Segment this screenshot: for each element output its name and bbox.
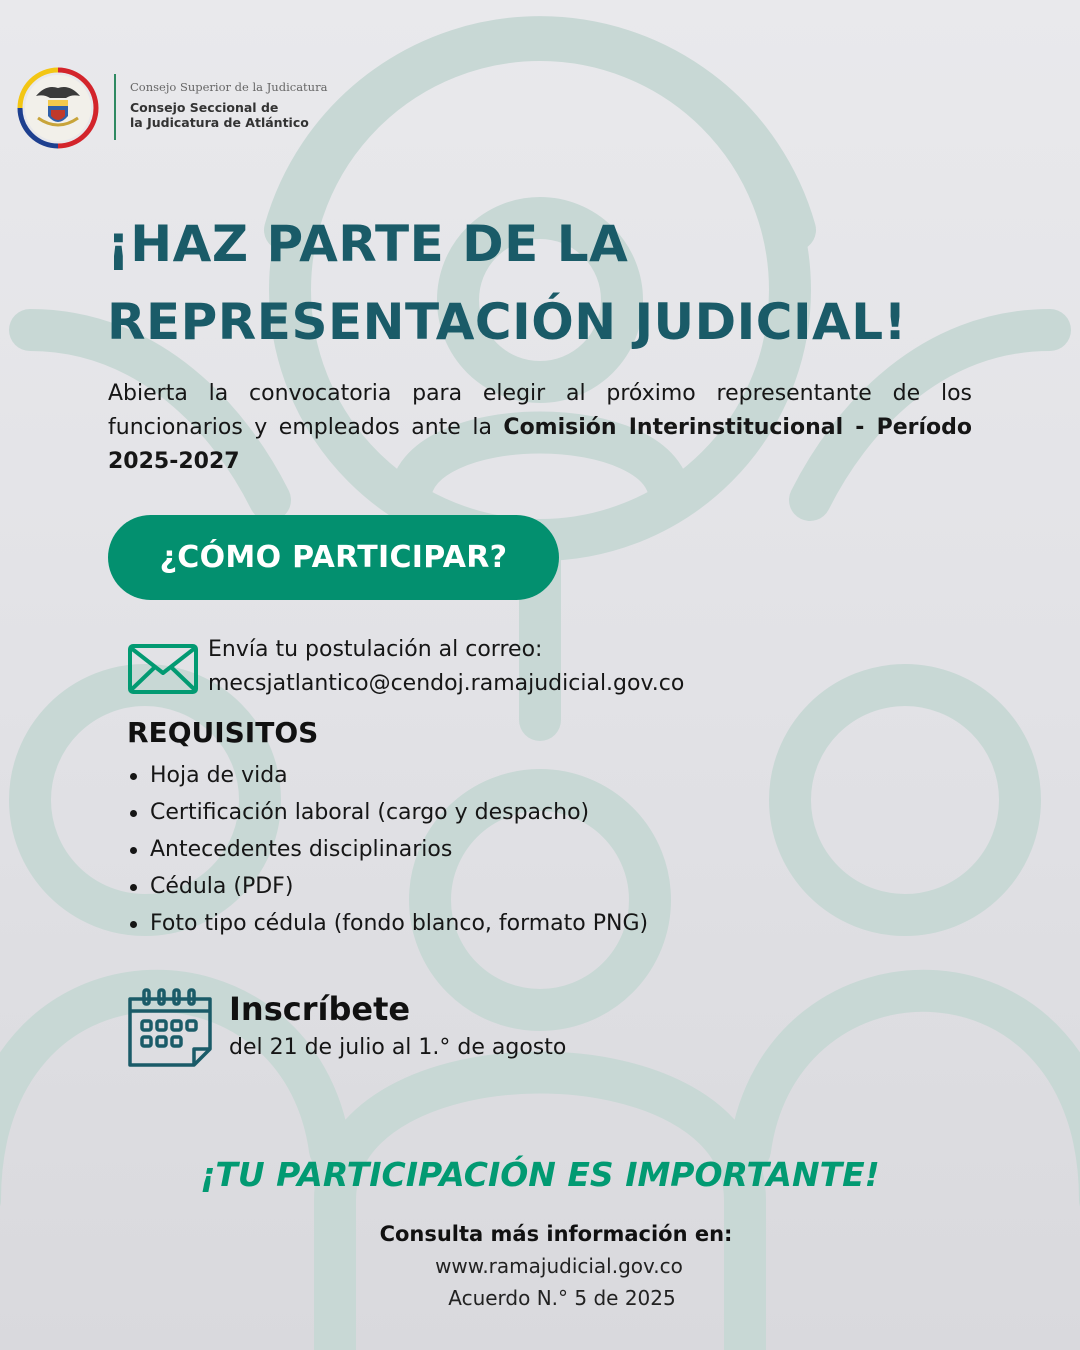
inscribete-title: Inscríbete: [229, 990, 411, 1028]
seccional-line-2: la Judicatura de Atlántico: [130, 115, 309, 130]
slogan: ¡TU PARTICIPACIÓN ES IMPORTANTE!: [200, 1155, 880, 1194]
bg-head-right: [790, 685, 1020, 915]
requirements-title: REQUISITOS: [127, 716, 319, 749]
acuerdo-reference: Acuerdo N.° 5 de 2025: [448, 1286, 676, 1310]
colombia-coat-of-arms-icon: [16, 66, 100, 150]
requirement-item: Certificación laboral (cargo y despacho): [128, 794, 648, 831]
requirement-item: Antecedentes disciplinarios: [128, 831, 648, 868]
intro-paragraph: [108, 377, 972, 479]
consejo-seccional-label: [130, 100, 309, 130]
como-participar-button[interactable]: [108, 515, 559, 600]
consejo-superior-label: Consejo Superior de la Judicatura: [130, 80, 328, 94]
calendar-icon: [126, 987, 214, 1067]
email-address-link[interactable]: mecsjatlantico@cendoj.ramajudicial.gov.co: [208, 671, 685, 696]
intro-text: Abierta la convocatoria para elegir al próximo representante de los funcionarios y empleados ante la: [108, 381, 972, 440]
requirement-item: Hoja de vida: [128, 757, 648, 794]
requirement-item: Cédula (PDF): [128, 868, 648, 905]
consulta-label: Consulta más información en:: [379, 1222, 733, 1246]
email-label: Envía tu postulación al correo:: [208, 637, 543, 662]
email-block: [208, 633, 684, 701]
como-participar-label: ¿CÓMO PARTICIPAR?: [159, 540, 508, 575]
headline-line-1: ¡HAZ PARTE DE LA: [107, 215, 629, 273]
envelope-icon: [127, 643, 199, 695]
headline-line-2: REPRESENTACIÓN JUDICIAL!: [107, 293, 907, 351]
seccional-line-1: Consejo Seccional de: [130, 100, 279, 115]
inscribete-dates: del 21 de julio al 1.° de agosto: [229, 1035, 567, 1060]
website-link[interactable]: www.ramajudicial.gov.co: [435, 1254, 683, 1278]
requirement-item: Foto tipo cédula (fondo blanco, formato PNG): [128, 905, 648, 942]
main-headline: [107, 205, 1047, 361]
header-divider: [114, 74, 116, 140]
requirements-list: [128, 757, 648, 942]
intro-bold: Comisión Interinstitucional - Período 2025-2027: [108, 415, 972, 474]
